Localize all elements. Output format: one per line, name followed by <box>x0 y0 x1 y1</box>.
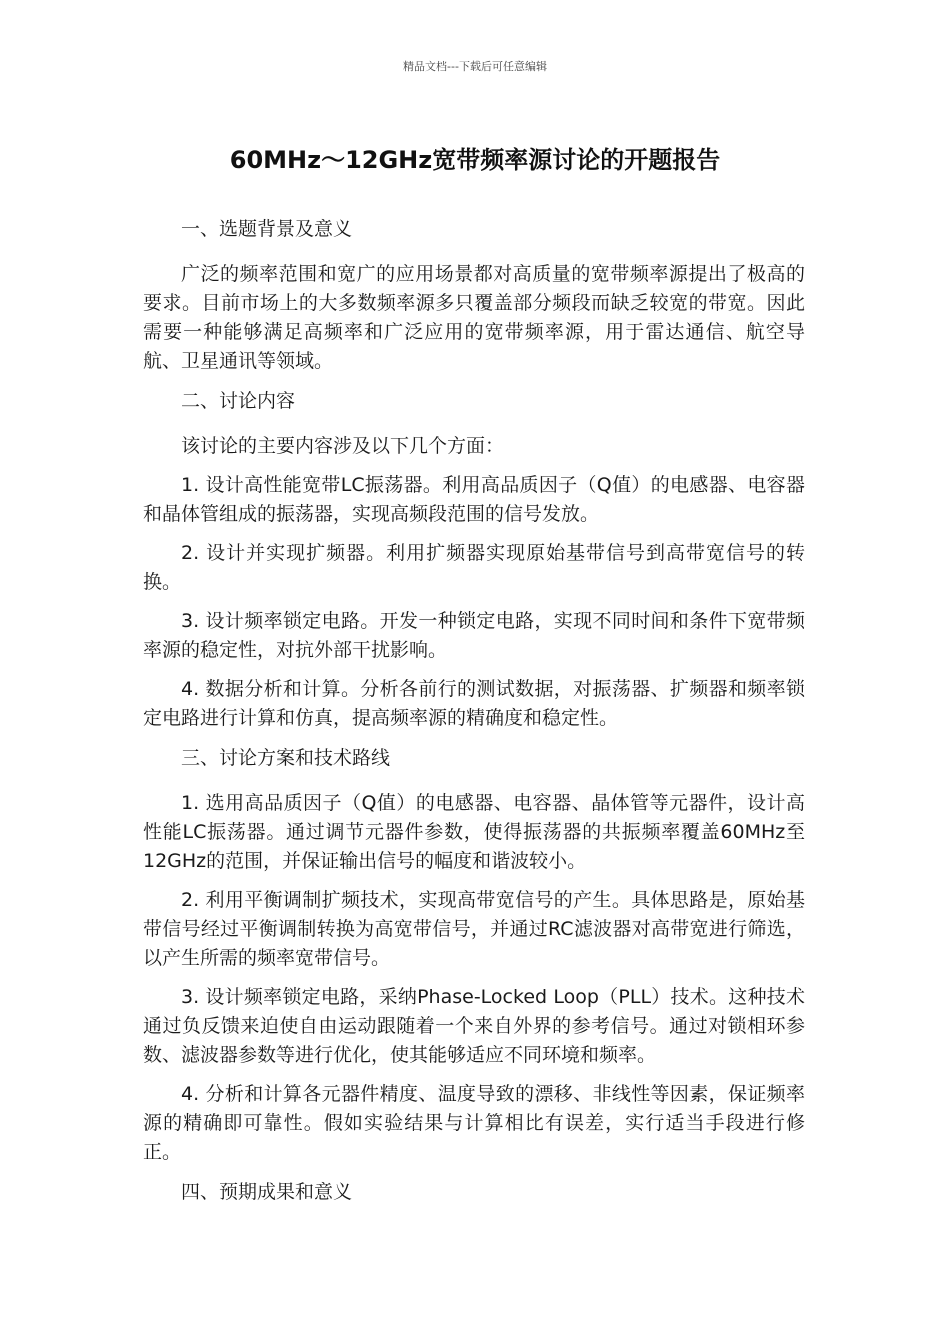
list-item: 3. 设计频率锁定电路。开发一种锁定电路，实现不同时间和条件下宽带频率源的稳定性，对抗外部干扰影响。 <box>143 610 805 661</box>
paragraph: 该讨论的主要内容涉及以下几个方面： <box>181 435 505 457</box>
section-heading: 三、讨论方案和技术路线 <box>181 747 391 769</box>
document-title: 60MHz～12GHz宽带频率源讨论的开题报告 <box>229 146 721 174</box>
list-item: 1. 选用高品质因子（Q值）的电感器、电容器、晶体管等元器件，设计高性能LC振荡器。通过调节元器件参数，使得振荡器的共振频率覆盖60MHz至12GHz的范围，并保证输出信号的幅度和谐波较小。 <box>143 792 805 872</box>
section-heading: 二、讨论内容 <box>181 390 296 412</box>
list-item: 2. 设计并实现扩频器。利用扩频器实现原始基带信号到高带宽信号的转换。 <box>143 542 805 593</box>
document-body <box>143 214 805 1223</box>
list-item: 3. 设计频率锁定电路，采纳Phase-Locked Loop（PLL）技术。这种技术通过负反馈来迫使自由运动跟随着一个来自外界的参考信号。通过对锁相环参数、滤波器参数等进行优化，使其能够适应不同环境和频率。 <box>143 986 805 1066</box>
list-item: 4. 分析和计算各元器件精度、温度导致的漂移、非线性等因素，保证频率源的精确即可靠性。假如实验结果与计算相比有误差，实行适当手段进行修正。 <box>143 1083 805 1163</box>
list-item: 4. 数据分析和计算。分析各前行的测试数据，对振荡器、扩频器和频率锁定电路进行计算和仿真，提高频率源的精确度和稳定性。 <box>143 678 805 729</box>
section-heading: 四、预期成果和意义 <box>181 1181 353 1203</box>
list-item: 1. 设计高性能宽带LC振荡器。利用高品质因子（Q值）的电感器、电容器和晶体管组成的振荡器，实现高频段范围的信号发放。 <box>143 474 805 525</box>
section-heading: 一、选题背景及意义 <box>181 218 353 240</box>
list-item: 2. 利用平衡调制扩频技术，实现高带宽信号的产生。具体思路是，原始基带信号经过平衡调制转换为高宽带信号，并通过RC滤波器对高带宽进行筛选，以产生所需的频率宽带信号。 <box>143 889 805 969</box>
paragraph: 广泛的频率范围和宽广的应用场景都对高质量的宽带频率源提出了极高的要求。目前市场上的大多数频率源多只覆盖部分频段而缺乏较宽的带宽。因此需要一种能够满足高频率和广泛应用的宽带频率源，用于雷达通信、航空导航、卫星通讯等领域。 <box>143 263 805 372</box>
header-note: 精品文档---下载后可任意编辑 <box>403 60 547 73</box>
